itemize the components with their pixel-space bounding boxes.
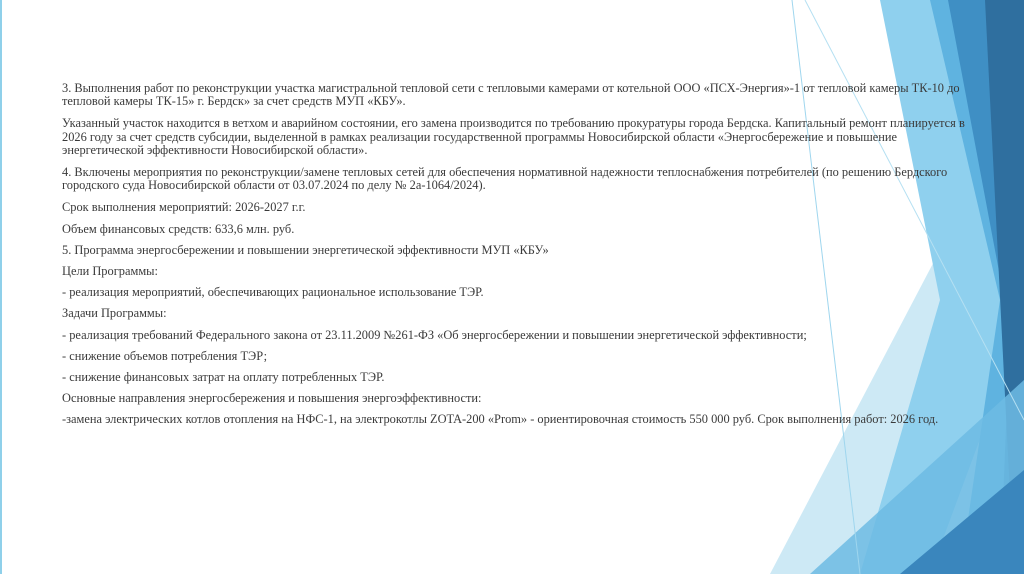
- paragraph-deadline: Срок выполнения мероприятий: 2026-2027 г.г.: [62, 200, 306, 215]
- slide-text-body: [62, 82, 970, 436]
- paragraph-item-5: 5. Программа энергосбережении и повышении энергетической эффективности МУП «КБУ»: [62, 242, 549, 257]
- paragraph-goal-1: - реализация мероприятий, обеспечивающих рациональное использование ТЭР.: [62, 285, 484, 300]
- paragraph-item-3: 3. Выполнения работ по реконструкции участка магистральной тепловой сети с тепловыми камерами от котельной ООО «ПСХ-Энергия»-1 от тепловой камеры ТК-10 до тепловой камеры ТК-15» г. Бердск» за счет средств МУП «КБУ».: [62, 81, 960, 109]
- paragraph-directions-heading: Основные направления энергосбережения и повышения энергоэффективности:: [62, 391, 482, 406]
- paragraph-funding: Объем финансовых средств: 633,6 млн. руб.: [62, 221, 295, 236]
- paragraph-direction-1: -замена электрических котлов отопления на НФС-1, на электрокотлы ZOTA-200 «Prom» - ориентировочная стоимость 550 000 руб. Срок выполнения работ: 2026 год.: [62, 412, 939, 427]
- paragraph-item-4: 4. Включены мероприятия по реконструкции/замене тепловых сетей для обеспечения нормативной надежности теплоснабжения потребителей (по решению Бердского городского суда Новосибирской области от 03.07.2024 по делу № 2а-1064/2024).: [62, 165, 948, 193]
- paragraph-task-2: - снижение объемов потребления ТЭР;: [62, 348, 268, 363]
- paragraph-district-state: Указанный участок находится в ветхом и аварийном состоянии, его замена производится по требованию прокуратуры города Бердска. Капитальный ремонт планируется в 2026 году за счет средств субсидии, выделенной в рамках реализации государственной программы Новосибирской области «Энергосбережение и повышение энергетической эффективности Новосибирской области».: [62, 116, 965, 157]
- paragraph-task-1: - реализация требований Федерального закона от 23.11.2009 №261-ФЗ «Об энергосбережении и повышении энергетической эффективности;: [62, 327, 807, 342]
- paragraph-goals-heading: Цели Программы:: [62, 264, 158, 279]
- paragraph-task-3: - снижение финансовых затрат на оплату потребленных ТЭР.: [62, 370, 385, 385]
- paragraph-tasks-heading: Задачи Программы:: [62, 306, 167, 321]
